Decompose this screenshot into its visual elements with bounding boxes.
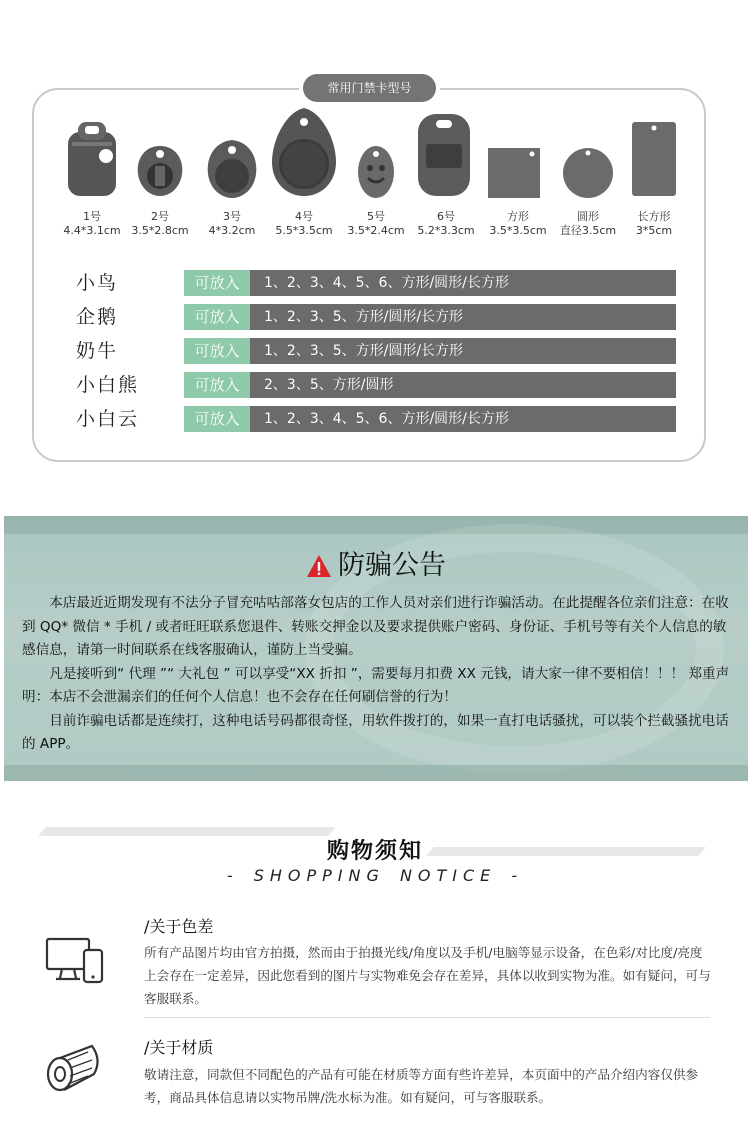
warning-icon (306, 554, 332, 578)
card-type-square (476, 118, 552, 198)
card-type-4 (266, 118, 342, 198)
compat-list: 1、2、3、5、方形/圆形/长方形 (250, 338, 676, 364)
fob-1-icon (62, 118, 122, 198)
fraud-title (4, 546, 748, 586)
compat-row (76, 270, 676, 296)
compat-model-name: 奶牛 (76, 340, 119, 362)
panel-title: 常用门禁卡型号 (303, 74, 436, 102)
compat-model-name: 小白云 (76, 408, 140, 430)
compat-list: 1、2、3、4、5、6、方形/圆形/长方形 (250, 406, 676, 432)
card-type-2 (122, 118, 198, 198)
fraud-band-top (4, 516, 748, 534)
card-type-5 (338, 118, 414, 198)
notice-heading-color: /关于色差 (144, 917, 214, 936)
square-card-icon (484, 118, 544, 198)
fob-2-icon (130, 118, 190, 198)
card-type-round (550, 118, 626, 198)
compat-tag: 可放入 (184, 304, 250, 330)
fraud-title-text: 防骗公告 (338, 550, 446, 581)
card-name-rect: 长方形 (637, 210, 671, 223)
compat-tag: 可放入 (184, 372, 250, 398)
card-size-3: 4*3.2cm (208, 224, 256, 237)
compat-tag: 可放入 (184, 270, 250, 296)
card-name-3: 3号 (223, 210, 241, 223)
compat-tag: 可放入 (184, 406, 250, 432)
card-size-square: 3.5*3.5cm (489, 224, 547, 237)
notice-subtitle: - SHOPPING NOTICE - (226, 866, 524, 885)
notice-body-color: 所有产品图片均由官方拍摄，然而由于拍摄光线/角度以及手机/电脑等显示设备，在色彩/对比度/亮度上会存在一定差异，因此您看到的图片与实物难免会存在差异，具体以收到实物为准。如有疑问，可与客服联系。 (144, 945, 711, 1006)
fraud-paragraph-1: 本店最近近期发现有不法分子冒充咕咕部落女包店的工作人员对亲们进行诈骗活动。在此提醒各位亲们注意：在收到 QQ* 微信 * 手机 / 或者旺旺联系您退件、转账交押金以及要求提供账户密码、身份证、手机号等有关个人信息的敏感信息，请第一时间联系在线客服确认，谨防上当受骗。 (22, 595, 729, 658)
card-size-5: 3.5*2.4cm (347, 224, 405, 237)
card-size-2: 3.5*2.8cm (131, 224, 189, 237)
compat-list: 1、2、3、5、方形/圆形/长方形 (250, 304, 676, 330)
card-name-1: 1号 (83, 210, 101, 223)
card-name-4: 4号 (295, 210, 313, 223)
compat-list: 2、3、5、方形/圆形 (250, 372, 676, 398)
fob-6-icon (412, 108, 476, 198)
round-card-icon (558, 118, 618, 198)
card-type-3 (194, 118, 270, 198)
fraud-paragraph-3: 目前诈骗电话都是连续打，这种电话号码都很奇怪，用软件拨打的，如果一直打电话骚扰，可以装个拦截骚扰电话的 APP。 (22, 712, 729, 752)
notice-body-material: 敬请注意，同款但不同配色的产品有可能在材质等方面有些许差异，本页面中的产品介绍内容仅供参考，商品具体信息请以实物吊牌/洗水标为准。如有疑问，可与客服联系。 (144, 1067, 699, 1105)
fob-3-icon (202, 118, 262, 198)
fraud-paragraph-2: 凡是接听到“ 代理 ”“ 大礼包 ” 可以享受“XX 折扣 ”，需要每月扣费 XX 元钱，请大家一律不要相信！！！ 郑重声明：本店不会泄漏亲们的任何个人信息！也不会存在任何刷信誉的行为！ (22, 665, 730, 705)
notice-heading-material: /关于材质 (144, 1038, 214, 1057)
compat-row (76, 338, 676, 364)
compat-list: 1、2、3、4、5、6、方形/圆形/长方形 (250, 270, 676, 296)
anti-fraud-section (4, 516, 748, 781)
notice-title: 购物须知 (326, 839, 423, 864)
notice-divider (144, 1017, 710, 1018)
card-size-6: 5.2*3.3cm (417, 224, 475, 237)
rect-card-icon (624, 114, 684, 198)
card-name-6: 6号 (437, 210, 455, 223)
compat-model-name: 小白熊 (76, 374, 140, 396)
card-name-2: 2号 (151, 210, 169, 223)
card-size-4: 5.5*3.5cm (275, 224, 333, 237)
fabric-roll-icon (44, 1040, 106, 1098)
compat-row (76, 406, 676, 432)
compat-row (76, 372, 676, 398)
card-type-1 (54, 118, 130, 198)
card-type-rect (616, 118, 692, 198)
compat-tag: 可放入 (184, 338, 250, 364)
compat-model-name: 企鹅 (76, 306, 119, 328)
card-type-6 (406, 118, 482, 198)
fob-5-icon (346, 118, 406, 198)
card-size-1: 4.4*3.1cm (63, 224, 121, 237)
card-name-5: 5号 (367, 210, 385, 223)
fob-4-icon (266, 104, 342, 198)
card-name-square: 方形 (507, 210, 529, 223)
compat-row (76, 304, 676, 330)
fraud-body (22, 592, 734, 757)
fraud-band-bottom (4, 765, 748, 781)
compat-model-name: 小鸟 (76, 272, 119, 294)
card-size-rect: 3*5cm (635, 224, 673, 237)
card-name-round: 圆形 (577, 210, 599, 223)
monitor-phone-icon (44, 936, 108, 986)
card-size-round: 直径3.5cm (559, 224, 617, 237)
